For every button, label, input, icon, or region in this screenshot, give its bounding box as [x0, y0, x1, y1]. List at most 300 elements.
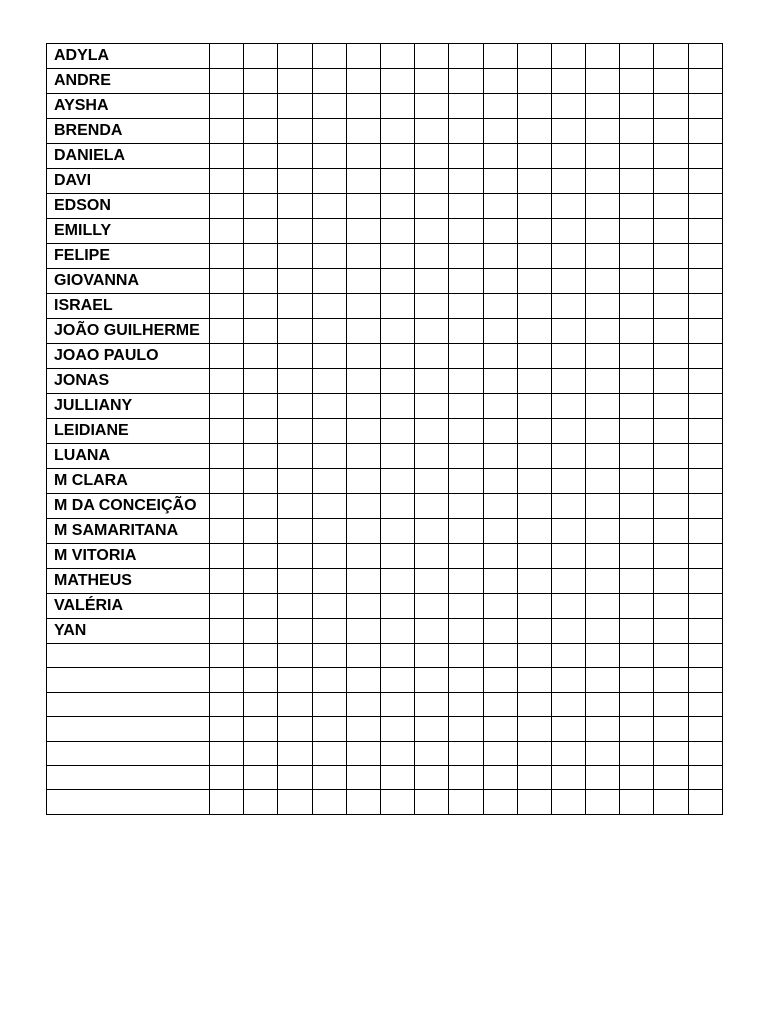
mark-cell [415, 544, 449, 569]
mark-cell [551, 319, 585, 344]
mark-cell [517, 244, 551, 269]
mark-cell [244, 419, 278, 444]
mark-cell [380, 644, 414, 668]
mark-cell [415, 44, 449, 69]
mark-cell [346, 169, 380, 194]
student-name-cell: ANDRE [47, 69, 210, 94]
mark-cell [312, 369, 346, 394]
mark-cell [654, 644, 688, 668]
mark-cell [688, 419, 722, 444]
mark-cell [415, 594, 449, 619]
mark-cell [551, 544, 585, 569]
mark-cell [483, 369, 517, 394]
mark-cell [688, 469, 722, 494]
mark-cell [278, 394, 312, 419]
mark-cell [654, 269, 688, 294]
table-row [47, 765, 723, 789]
mark-cell [586, 344, 620, 369]
mark-cell [517, 294, 551, 319]
mark-cell [380, 444, 414, 469]
mark-cell [415, 219, 449, 244]
mark-cell [688, 519, 722, 544]
mark-cell [415, 169, 449, 194]
mark-cell [449, 444, 483, 469]
student-name-cell [47, 765, 210, 789]
mark-cell [449, 790, 483, 814]
mark-cell [517, 44, 551, 69]
mark-cell [688, 544, 722, 569]
mark-cell [449, 169, 483, 194]
mark-cell [688, 619, 722, 644]
mark-cell [483, 594, 517, 619]
mark-cell [483, 269, 517, 294]
mark-cell [415, 369, 449, 394]
mark-cell [210, 494, 244, 519]
mark-cell [551, 119, 585, 144]
student-name-cell [47, 692, 210, 716]
mark-cell [517, 519, 551, 544]
mark-cell [415, 69, 449, 94]
mark-cell [551, 294, 585, 319]
mark-cell [312, 169, 346, 194]
mark-cell [586, 741, 620, 765]
mark-cell [346, 644, 380, 668]
mark-cell [415, 469, 449, 494]
mark-cell [654, 619, 688, 644]
mark-cell [346, 69, 380, 94]
mark-cell [346, 494, 380, 519]
mark-cell [210, 144, 244, 169]
mark-cell [654, 790, 688, 814]
mark-cell [380, 269, 414, 294]
mark-cell [278, 244, 312, 269]
mark-cell [551, 668, 585, 692]
table-row [47, 319, 723, 344]
mark-cell [415, 494, 449, 519]
mark-cell [380, 169, 414, 194]
mark-cell [312, 594, 346, 619]
mark-cell [654, 194, 688, 219]
mark-cell [312, 394, 346, 419]
mark-cell [449, 269, 483, 294]
table-row [47, 394, 723, 419]
mark-cell [346, 269, 380, 294]
mark-cell [210, 44, 244, 69]
mark-cell [517, 644, 551, 668]
mark-cell [210, 444, 244, 469]
mark-cell [244, 144, 278, 169]
mark-cell [551, 244, 585, 269]
mark-cell [449, 394, 483, 419]
mark-cell [312, 619, 346, 644]
student-name-cell: JONAS [47, 369, 210, 394]
mark-cell [312, 219, 346, 244]
table-row [47, 741, 723, 765]
mark-cell [449, 369, 483, 394]
mark-cell [278, 94, 312, 119]
mark-cell [620, 144, 654, 169]
mark-cell [688, 765, 722, 789]
mark-cell [551, 692, 585, 716]
mark-cell [483, 169, 517, 194]
mark-cell [244, 469, 278, 494]
mark-cell [278, 269, 312, 294]
mark-cell [586, 144, 620, 169]
mark-cell [517, 569, 551, 594]
mark-cell [415, 717, 449, 741]
mark-cell [517, 419, 551, 444]
student-name-cell: ADYLA [47, 44, 210, 69]
mark-cell [278, 419, 312, 444]
table-row [47, 668, 723, 692]
mark-cell [210, 419, 244, 444]
mark-cell [210, 717, 244, 741]
mark-cell [278, 790, 312, 814]
mark-cell [551, 741, 585, 765]
mark-cell [244, 594, 278, 619]
mark-cell [620, 765, 654, 789]
mark-cell [449, 469, 483, 494]
mark-cell [346, 394, 380, 419]
mark-cell [415, 144, 449, 169]
mark-cell [380, 419, 414, 444]
mark-cell [244, 219, 278, 244]
mark-cell [415, 519, 449, 544]
student-name-cell: M DA CONCEIÇÃO [47, 494, 210, 519]
table-row [47, 369, 723, 394]
mark-cell [620, 94, 654, 119]
mark-cell [278, 644, 312, 668]
mark-cell [551, 444, 585, 469]
table-row [47, 569, 723, 594]
mark-cell [586, 244, 620, 269]
mark-cell [312, 644, 346, 668]
mark-cell [278, 294, 312, 319]
table-row [47, 519, 723, 544]
mark-cell [415, 569, 449, 594]
mark-cell [620, 294, 654, 319]
mark-cell [620, 369, 654, 394]
mark-cell [688, 790, 722, 814]
mark-cell [688, 494, 722, 519]
mark-cell [517, 444, 551, 469]
student-name-cell [47, 790, 210, 814]
mark-cell [620, 69, 654, 94]
mark-cell [346, 741, 380, 765]
student-name-cell: EDSON [47, 194, 210, 219]
table-row [47, 594, 723, 619]
table-row [47, 94, 723, 119]
mark-cell [688, 119, 722, 144]
mark-cell [688, 692, 722, 716]
mark-cell [278, 469, 312, 494]
mark-cell [551, 594, 585, 619]
mark-cell [586, 594, 620, 619]
mark-cell [312, 790, 346, 814]
mark-cell [586, 69, 620, 94]
mark-cell [517, 790, 551, 814]
mark-cell [517, 668, 551, 692]
mark-cell [483, 94, 517, 119]
mark-cell [312, 244, 346, 269]
table-row [47, 219, 723, 244]
mark-cell [449, 494, 483, 519]
mark-cell [517, 219, 551, 244]
mark-cell [586, 169, 620, 194]
mark-cell [244, 444, 278, 469]
mark-cell [210, 244, 244, 269]
mark-cell [346, 319, 380, 344]
mark-cell [449, 544, 483, 569]
mark-cell [312, 692, 346, 716]
table-row [47, 269, 723, 294]
mark-cell [380, 144, 414, 169]
mark-cell [586, 765, 620, 789]
mark-cell [210, 790, 244, 814]
mark-cell [517, 469, 551, 494]
mark-cell [346, 294, 380, 319]
mark-cell [210, 94, 244, 119]
mark-cell [346, 692, 380, 716]
student-name-cell: LUANA [47, 444, 210, 469]
mark-cell [483, 644, 517, 668]
mark-cell [312, 569, 346, 594]
mark-cell [210, 594, 244, 619]
mark-cell [210, 194, 244, 219]
mark-cell [380, 668, 414, 692]
mark-cell [380, 494, 414, 519]
mark-cell [620, 594, 654, 619]
mark-cell [654, 169, 688, 194]
mark-cell [312, 741, 346, 765]
mark-cell [586, 444, 620, 469]
mark-cell [688, 594, 722, 619]
mark-cell [654, 119, 688, 144]
mark-cell [415, 394, 449, 419]
mark-cell [688, 244, 722, 269]
table-row [47, 294, 723, 319]
mark-cell [620, 544, 654, 569]
mark-cell [210, 319, 244, 344]
student-name-cell [47, 741, 210, 765]
mark-cell [449, 119, 483, 144]
mark-cell [312, 519, 346, 544]
mark-cell [346, 44, 380, 69]
mark-cell [244, 519, 278, 544]
mark-cell [688, 668, 722, 692]
mark-cell [380, 69, 414, 94]
mark-cell [620, 394, 654, 419]
mark-cell [380, 344, 414, 369]
mark-cell [688, 269, 722, 294]
mark-cell [346, 469, 380, 494]
mark-cell [517, 544, 551, 569]
mark-cell [449, 419, 483, 444]
mark-cell [654, 668, 688, 692]
mark-cell [449, 69, 483, 94]
mark-cell [517, 119, 551, 144]
mark-cell [551, 144, 585, 169]
student-name-cell [47, 717, 210, 741]
mark-cell [620, 741, 654, 765]
mark-cell [654, 469, 688, 494]
mark-cell [210, 765, 244, 789]
mark-cell [415, 194, 449, 219]
mark-cell [244, 394, 278, 419]
mark-cell [586, 119, 620, 144]
mark-cell [449, 144, 483, 169]
mark-cell [551, 619, 585, 644]
mark-cell [620, 444, 654, 469]
student-name-cell: M VITORIA [47, 544, 210, 569]
mark-cell [688, 644, 722, 668]
mark-cell [620, 569, 654, 594]
mark-cell [415, 444, 449, 469]
mark-cell [586, 717, 620, 741]
student-name-cell: FELIPE [47, 244, 210, 269]
mark-cell [688, 294, 722, 319]
mark-cell [688, 144, 722, 169]
mark-cell [551, 569, 585, 594]
mark-cell [483, 194, 517, 219]
table-row [47, 544, 723, 569]
mark-cell [620, 619, 654, 644]
mark-cell [380, 219, 414, 244]
mark-cell [551, 269, 585, 294]
mark-cell [244, 269, 278, 294]
student-name-cell: M CLARA [47, 469, 210, 494]
mark-cell [449, 644, 483, 668]
mark-cell [380, 765, 414, 789]
mark-cell [244, 544, 278, 569]
mark-cell [415, 294, 449, 319]
table-row [47, 69, 723, 94]
mark-cell [380, 594, 414, 619]
mark-cell [449, 741, 483, 765]
mark-cell [210, 169, 244, 194]
mark-cell [483, 219, 517, 244]
mark-cell [244, 69, 278, 94]
mark-cell [586, 394, 620, 419]
mark-cell [449, 319, 483, 344]
mark-cell [415, 269, 449, 294]
mark-cell [346, 369, 380, 394]
mark-cell [415, 741, 449, 765]
mark-cell [449, 569, 483, 594]
mark-cell [483, 419, 517, 444]
mark-cell [688, 69, 722, 94]
mark-cell [586, 319, 620, 344]
mark-cell [551, 169, 585, 194]
mark-cell [483, 619, 517, 644]
mark-cell [210, 344, 244, 369]
mark-cell [654, 319, 688, 344]
table-row [47, 344, 723, 369]
mark-cell [210, 544, 244, 569]
mark-cell [346, 94, 380, 119]
mark-cell [449, 294, 483, 319]
mark-cell [483, 344, 517, 369]
mark-cell [244, 244, 278, 269]
mark-cell [278, 765, 312, 789]
mark-cell [586, 644, 620, 668]
mark-cell [586, 544, 620, 569]
mark-cell [483, 668, 517, 692]
mark-cell [312, 717, 346, 741]
mark-cell [415, 94, 449, 119]
mark-cell [551, 519, 585, 544]
mark-cell [312, 269, 346, 294]
mark-cell [210, 692, 244, 716]
student-name-cell: M SAMARITANA [47, 519, 210, 544]
mark-cell [586, 569, 620, 594]
mark-cell [586, 194, 620, 219]
mark-cell [620, 790, 654, 814]
mark-cell [654, 444, 688, 469]
student-name-cell [47, 668, 210, 692]
table-row [47, 169, 723, 194]
table-row [47, 790, 723, 814]
mark-cell [620, 119, 654, 144]
mark-cell [278, 668, 312, 692]
mark-cell [210, 741, 244, 765]
mark-cell [380, 119, 414, 144]
mark-cell [551, 219, 585, 244]
mark-cell [449, 344, 483, 369]
mark-cell [483, 569, 517, 594]
mark-cell [380, 369, 414, 394]
mark-cell [517, 692, 551, 716]
mark-cell [654, 69, 688, 94]
mark-cell [210, 369, 244, 394]
mark-cell [244, 44, 278, 69]
mark-cell [244, 169, 278, 194]
mark-cell [586, 519, 620, 544]
mark-cell [483, 741, 517, 765]
mark-cell [312, 69, 346, 94]
mark-cell [688, 44, 722, 69]
mark-cell [586, 94, 620, 119]
mark-cell [380, 717, 414, 741]
mark-cell [620, 644, 654, 668]
mark-cell [654, 741, 688, 765]
mark-cell [517, 194, 551, 219]
mark-cell [586, 44, 620, 69]
mark-cell [517, 69, 551, 94]
mark-cell [688, 569, 722, 594]
mark-cell [551, 394, 585, 419]
student-name-cell: YAN [47, 619, 210, 644]
mark-cell [654, 244, 688, 269]
mark-cell [244, 644, 278, 668]
mark-cell [654, 294, 688, 319]
table-row [47, 717, 723, 741]
mark-cell [449, 519, 483, 544]
mark-cell [415, 644, 449, 668]
mark-cell [688, 169, 722, 194]
mark-cell [346, 790, 380, 814]
student-name-cell: JOAO PAULO [47, 344, 210, 369]
mark-cell [483, 790, 517, 814]
mark-cell [415, 790, 449, 814]
mark-cell [346, 244, 380, 269]
mark-cell [210, 269, 244, 294]
mark-cell [517, 765, 551, 789]
mark-cell [312, 444, 346, 469]
mark-cell [346, 544, 380, 569]
mark-cell [210, 569, 244, 594]
mark-cell [483, 144, 517, 169]
